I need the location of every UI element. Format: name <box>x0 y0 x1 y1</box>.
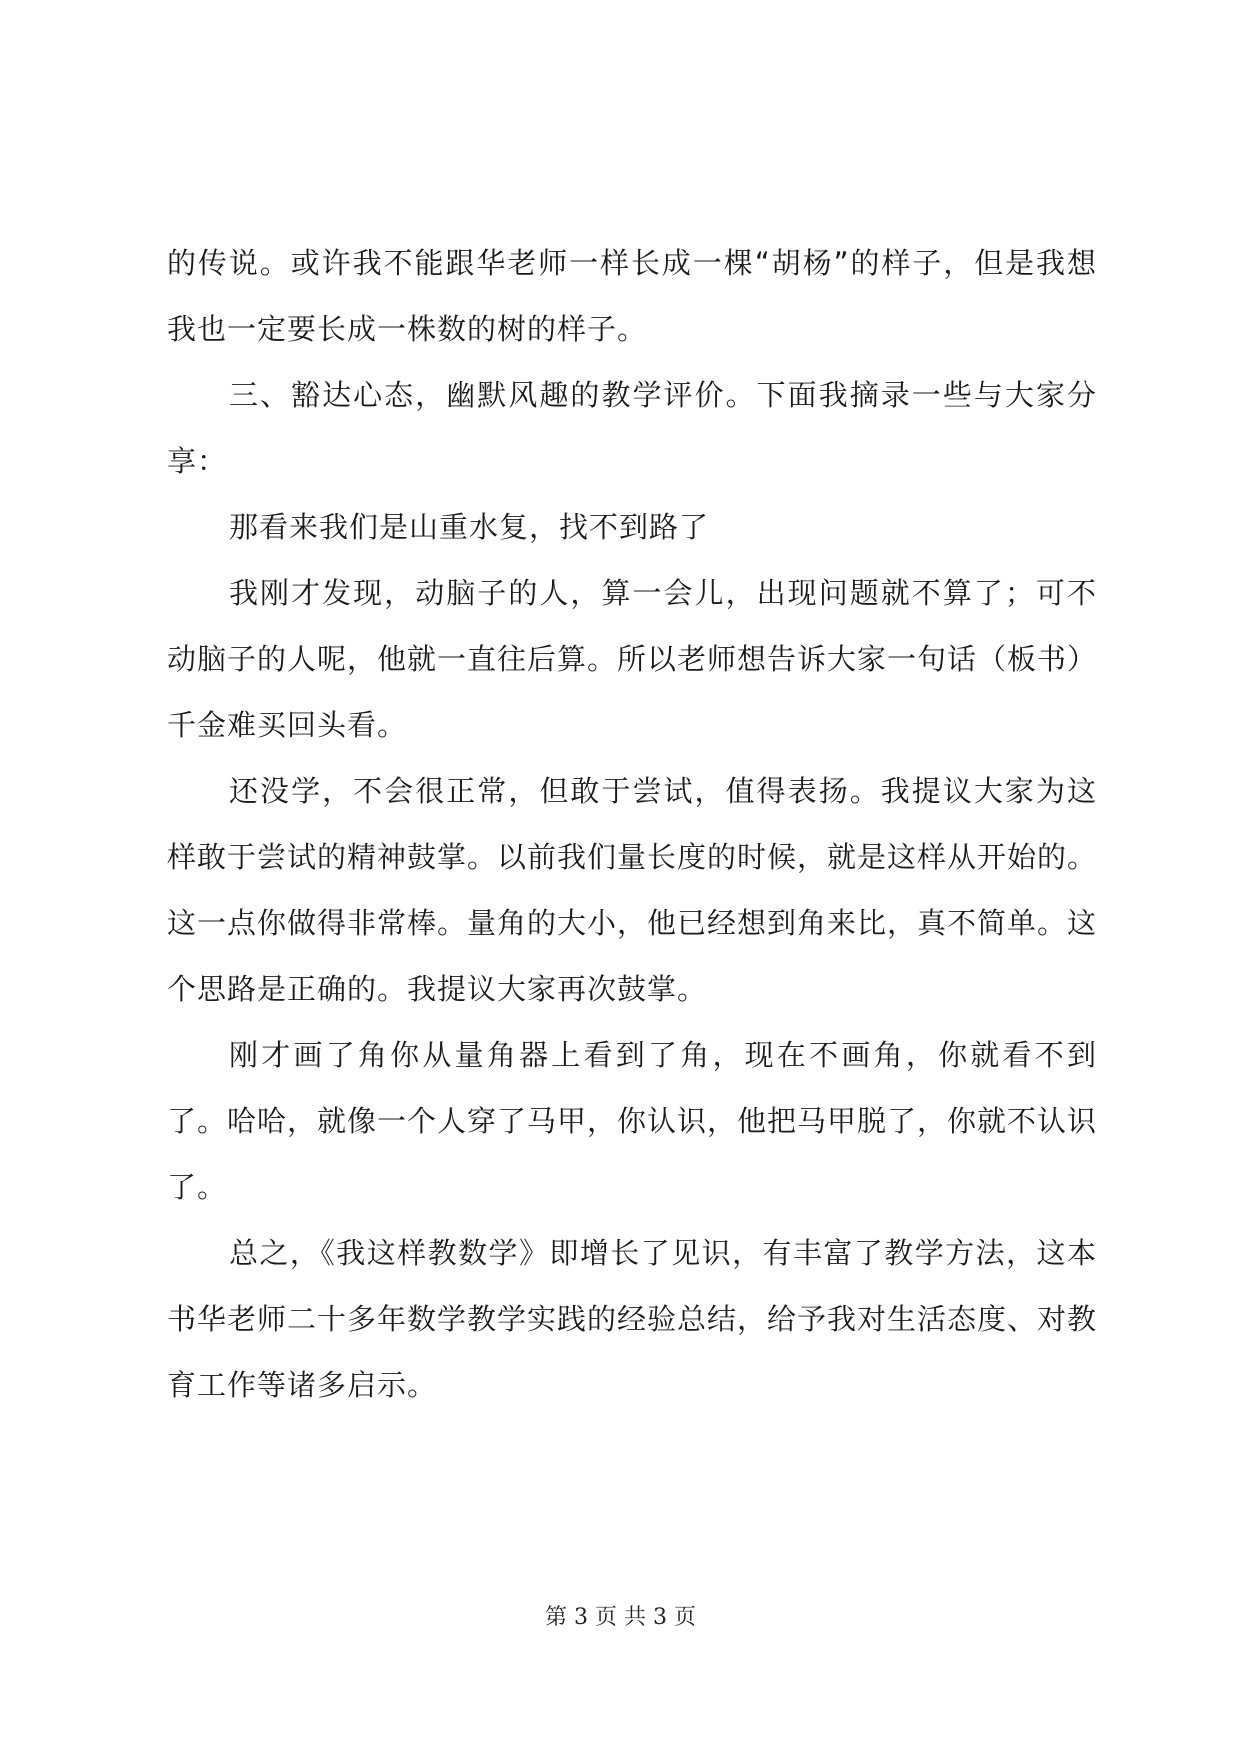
paragraph: 总之，《我这样教数学》即增长了见识，有丰富了教学方法，这本书华老师二十多年数学教学实践的经验总结，给予我对生活态度、对教育工作等诸多启示。 <box>167 1236 1098 1402</box>
paragraph: 我刚才发现，动脑子的人，算一会儿，出现问题就不算了；可不动脑子的人呢，他就一直往后算。所以老师想告诉大家一句话（板书）千金难买回头看。 <box>167 576 1098 742</box>
paragraph: 刚才画了角你从量角器上看到了角，现在不画角，你就看不到了。哈哈，就像一个人穿了马甲，你认识，他把马甲脱了，你就不认识了。 <box>167 1038 1098 1204</box>
paragraph: 那看来我们是山重水复，找不到路了 <box>229 510 710 544</box>
paragraph: 还没学，不会很正常，但敢于尝试，值得表扬。我提议大家为这样敢于尝试的精神鼓掌。以前我们量长度的时候，就是这样从开始的。这一点你做得非常棒。量角的大小，他已经想到角来比，真不简单。这个思路是正确的。我提议大家再次鼓掌。 <box>167 774 1098 1006</box>
document-body <box>167 230 1097 1418</box>
paragraph: 三、豁达心态，幽默风趣的教学评价。下面我摘录一些与大家分享： <box>167 378 1097 478</box>
page-number-footer: 第 3 页 共 3 页 <box>545 1605 696 1630</box>
paragraph: 的传说。或许我不能跟华老师一样长成一棵“胡杨”的样子，但是我想我也一定要长成一株数的树的样子。 <box>167 246 1097 346</box>
